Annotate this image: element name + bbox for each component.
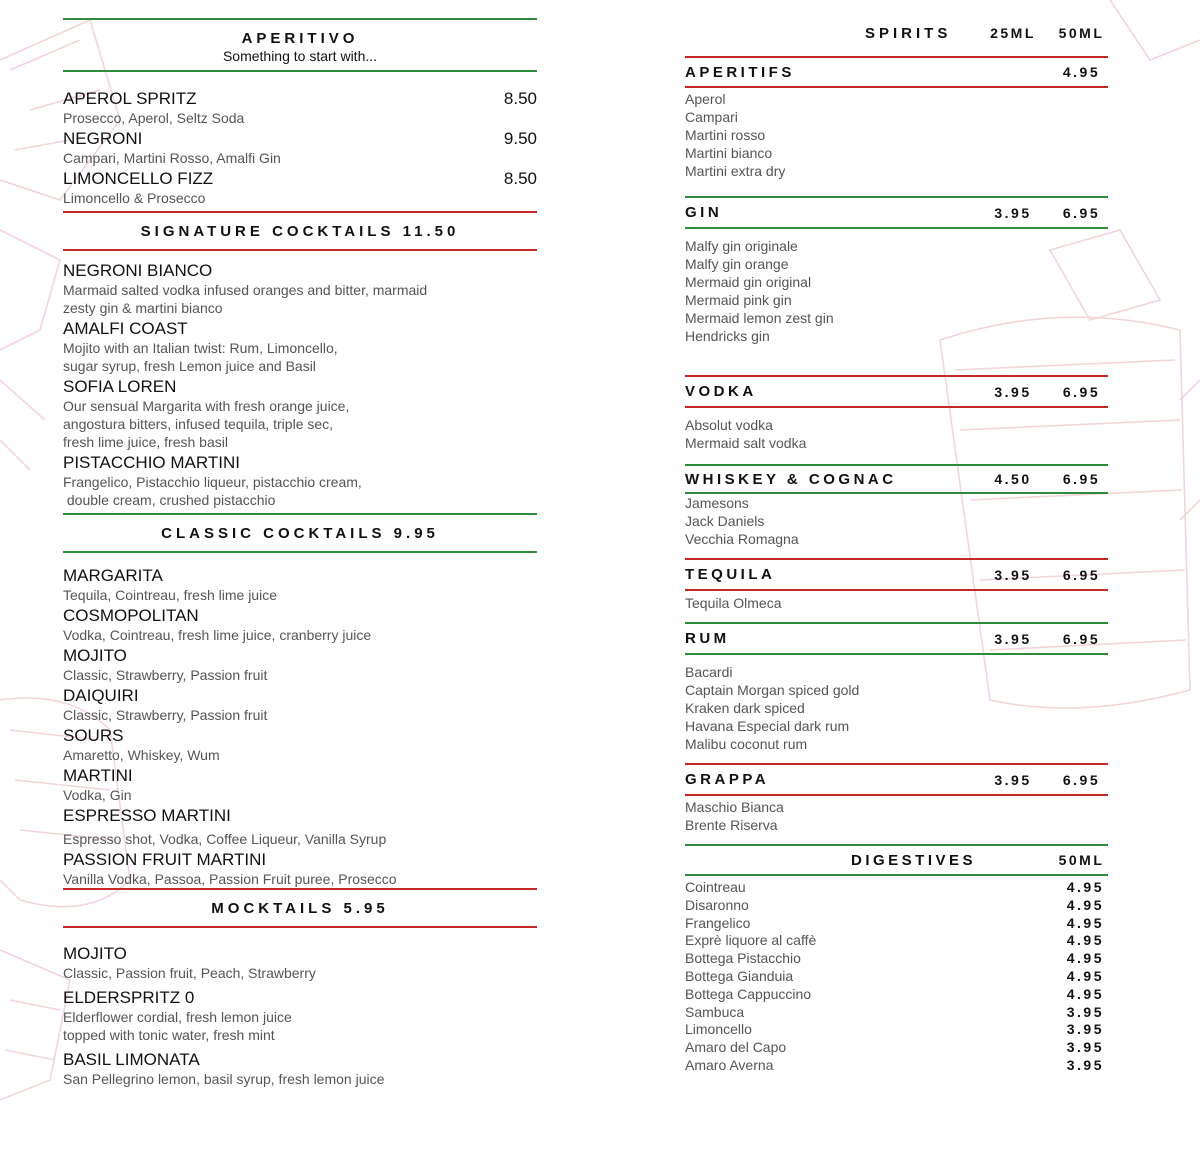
list-item: Mermaid salt vodka xyxy=(685,435,807,451)
item-description: Prosecco, Aperol, Seltz Soda xyxy=(63,110,245,126)
list-item: Mermaid gin original xyxy=(685,274,812,290)
column-header-50ml: 50ML xyxy=(1058,25,1105,41)
item-name: ELDERSPRITZ 0 xyxy=(63,988,195,1007)
category-header-whiskey xyxy=(685,466,1108,492)
category-title: TEQUILA xyxy=(685,566,776,583)
item-description: Espresso shot, Vodka, Coffee Liqueur, Vanilla Syrup xyxy=(63,831,387,847)
list-item: Captain Morgan spiced gold xyxy=(685,682,860,698)
category-price-50ml: 4.95 xyxy=(1062,64,1101,80)
list-item: Havana Especial dark rum xyxy=(685,718,850,734)
section-title-aperitivo: APERITIVO xyxy=(241,30,359,47)
list-item xyxy=(685,1057,1108,1075)
item-description: fresh lime juice, fresh basil xyxy=(63,434,228,450)
item-description: Tequila, Cointreau, fresh lime juice xyxy=(63,587,277,603)
list-item: Vecchia Romagna xyxy=(685,531,799,547)
item-name: SOFIA LOREN xyxy=(63,377,177,396)
list-item: Campari xyxy=(685,109,738,125)
list-item: Mermaid lemon zest gin xyxy=(685,310,834,326)
list-item: Jamesons xyxy=(685,495,749,511)
list-item: Malfy gin originale xyxy=(685,238,798,254)
category-header-rum xyxy=(685,624,1108,653)
item-name: Bottega Gianduia xyxy=(685,967,794,984)
list-item xyxy=(685,879,1108,897)
category-price-50ml: 6.95 xyxy=(1062,771,1101,788)
category-price-25ml: 3.95 xyxy=(994,566,1032,583)
item-name: Amaro del Capo xyxy=(685,1039,787,1056)
list-item: Malfy gin orange xyxy=(685,256,789,272)
item-name: Cointreau xyxy=(685,879,746,895)
item-description: Elderflower cordial, fresh lemon juice xyxy=(63,1009,292,1025)
item-name: Disaronno xyxy=(685,896,749,913)
menu-item xyxy=(63,944,537,988)
item-name: Bottega Cappuccino xyxy=(685,985,812,1002)
section-title-mocktails: MOCKTAILS 5.95 xyxy=(211,900,389,917)
item-name: Frangelico xyxy=(685,914,751,931)
category-header-tequila xyxy=(685,560,1108,589)
item-name: SOURS xyxy=(63,726,124,745)
list-item: Absolut vodka xyxy=(685,417,773,433)
item-name: MOJITO xyxy=(63,646,127,665)
list-item xyxy=(685,897,1108,915)
item-price: 9.50 xyxy=(503,129,537,148)
item-name: ESPRESSO MARTINI xyxy=(63,806,231,825)
list-item: Aperol xyxy=(685,91,726,107)
list-item: Tequila Olmeca xyxy=(685,595,782,611)
item-description: topped with tonic water, fresh mint xyxy=(63,1027,275,1043)
item-name: MOJITO xyxy=(63,944,127,963)
category-price-25ml: 4.50 xyxy=(994,471,1032,487)
menu-item xyxy=(63,766,537,806)
item-description: Classic, Strawberry, Passion fruit xyxy=(63,667,268,683)
item-name: MARTINI xyxy=(63,766,133,785)
item-price: 4.95 xyxy=(1066,950,1104,967)
digestives-header xyxy=(685,846,1108,874)
item-price: 4.95 xyxy=(1066,932,1104,949)
section-title-classic: CLASSIC COCKTAILS 9.95 xyxy=(161,525,439,542)
category-title: WHISKEY & COGNAC xyxy=(685,470,897,488)
item-name: Bottega Pistacchio xyxy=(685,950,801,967)
item-price: 8.50 xyxy=(503,169,537,188)
menu-item xyxy=(63,1050,537,1090)
item-price: 4.95 xyxy=(1066,985,1104,1002)
list-item: Martini rosso xyxy=(685,127,766,143)
spirits-title: SPIRITS xyxy=(865,24,952,42)
section-subtitle-aperitivo: Something to start with... xyxy=(222,48,378,64)
item-description: Limoncello & Prosecco xyxy=(63,190,206,206)
item-name: COSMOPOLITAN xyxy=(63,606,199,625)
item-description: Vanilla Vodka, Passoa, Passion Fruit puree, Prosecco xyxy=(63,871,397,887)
list-item xyxy=(685,950,1108,968)
category-price-50ml: 6.95 xyxy=(1062,471,1101,487)
menu-item xyxy=(63,646,537,686)
item-name: PISTACCHIO MARTINI xyxy=(63,453,240,472)
menu-item xyxy=(63,566,537,606)
spirits-column xyxy=(685,22,1108,1075)
item-name: MARGARITA xyxy=(63,566,163,585)
item-description: Campari, Martini Rosso, Amalfi Gin xyxy=(63,150,281,166)
list-item xyxy=(685,1004,1108,1022)
category-title: APERITIFS xyxy=(685,63,795,81)
item-description: Marmaid salted vodka infused oranges and bitter, marmaid xyxy=(63,282,428,298)
item-price: 3.95 xyxy=(1066,1021,1104,1038)
category-title: RUM xyxy=(685,630,730,647)
item-price: 4.95 xyxy=(1066,967,1104,984)
item-price: 3.95 xyxy=(1066,1056,1104,1073)
category-price-50ml: 6.95 xyxy=(1062,383,1101,400)
list-item: Martini bianco xyxy=(685,145,773,161)
item-price: 4.95 xyxy=(1066,879,1104,895)
menu-item xyxy=(63,726,537,766)
list-item: Martini extra dry xyxy=(685,163,786,179)
menu-item xyxy=(63,89,537,129)
list-item: Bacardi xyxy=(685,664,733,680)
item-name: DAIQUIRI xyxy=(63,686,139,705)
section-title-signature: SIGNATURE COCKTAILS 11.50 xyxy=(140,223,460,240)
item-name: BASIL LIMONATA xyxy=(63,1050,200,1069)
list-item: Mermaid pink gin xyxy=(685,292,792,308)
item-name: AMALFI COAST xyxy=(63,319,188,338)
spirits-header xyxy=(685,22,1108,44)
category-title: GRAPPA xyxy=(685,771,770,788)
category-price-50ml: 6.95 xyxy=(1062,566,1101,583)
item-price: 8.50 xyxy=(503,89,537,108)
category-price-25ml: 3.95 xyxy=(994,204,1032,221)
menu-item xyxy=(63,319,537,377)
list-item xyxy=(685,1039,1108,1057)
item-description: zesty gin & martini bianco xyxy=(63,300,223,316)
cocktail-column xyxy=(63,18,537,1090)
category-header-gin xyxy=(685,198,1108,227)
list-item xyxy=(685,915,1108,933)
item-name: APEROL SPRITZ xyxy=(63,89,197,108)
item-name: Amaro Averna xyxy=(685,1056,774,1073)
item-name: PASSION FRUIT MARTINI xyxy=(63,850,267,869)
category-title: VODKA xyxy=(685,383,757,400)
menu-item xyxy=(63,453,537,511)
item-name: Limoncello xyxy=(685,1021,752,1038)
category-header-vodka xyxy=(685,377,1108,406)
menu-item xyxy=(63,169,537,209)
column-header-50ml: 50ML xyxy=(1058,852,1105,868)
item-description: Frangelico, Pistacchio liqueur, pistacchio cream, xyxy=(63,474,362,490)
item-description: sugar syrup, fresh Lemon juice and Basil xyxy=(63,358,316,374)
item-description: double cream, crushed pistacchio xyxy=(63,492,276,508)
list-item: Hendricks gin xyxy=(685,328,770,344)
list-item xyxy=(685,1021,1108,1039)
menu-item xyxy=(63,377,537,453)
item-description: Classic, Passion fruit, Peach, Strawberry xyxy=(63,965,316,981)
menu-item xyxy=(63,606,537,646)
category-title: GIN xyxy=(685,204,723,221)
list-item: Jack Daniels xyxy=(685,513,765,529)
menu-item xyxy=(63,261,537,319)
item-description: Our sensual Margarita with fresh orange juice, xyxy=(63,398,350,414)
list-item: Malibu coconut rum xyxy=(685,736,808,752)
menu-item xyxy=(63,806,537,850)
column-header-25ml: 25ML xyxy=(990,25,1036,41)
item-name: NEGRONI xyxy=(63,129,143,148)
category-price-25ml: 3.95 xyxy=(994,630,1032,647)
item-price: 3.95 xyxy=(1066,1039,1104,1056)
item-price: 4.95 xyxy=(1066,914,1104,931)
list-item: Brente Riserva xyxy=(685,817,778,833)
item-description: San Pellegrino lemon, basil syrup, fresh lemon juice xyxy=(63,1071,385,1087)
list-item xyxy=(685,986,1108,1004)
list-item xyxy=(685,932,1108,950)
item-description: Classic, Strawberry, Passion fruit xyxy=(63,707,268,723)
category-price-50ml: 6.95 xyxy=(1062,630,1101,647)
digestives-title: DIGESTIVES xyxy=(851,851,977,869)
menu-item xyxy=(63,850,537,888)
item-name: Sambuca xyxy=(685,1003,745,1020)
item-description: Vodka, Cointreau, fresh lime juice, cranberry juice xyxy=(63,627,372,643)
item-name: LIMONCELLO FIZZ xyxy=(63,169,214,188)
item-description: Amaretto, Whiskey, Wum xyxy=(63,747,220,763)
category-price-25ml: 3.95 xyxy=(994,771,1032,788)
item-description: Vodka, Gin xyxy=(63,787,132,803)
category-price-50ml: 6.95 xyxy=(1062,204,1101,221)
item-price: 4.95 xyxy=(1066,896,1104,913)
category-header-aperitifs xyxy=(685,58,1108,86)
menu-item xyxy=(63,686,537,726)
item-price: 3.95 xyxy=(1066,1003,1104,1020)
item-name: Exprè liquore al caffè xyxy=(685,932,817,949)
item-description: angostura bitters, infused tequila, triple sec, xyxy=(63,416,334,432)
list-item xyxy=(685,968,1108,986)
menu-item xyxy=(63,129,537,169)
category-header-grappa xyxy=(685,765,1108,794)
menu-item xyxy=(63,988,537,1050)
category-price-25ml: 3.95 xyxy=(994,383,1032,400)
item-name: NEGRONI BIANCO xyxy=(63,261,213,280)
list-item: Maschio Bianca xyxy=(685,799,784,815)
item-description: Mojito with an Italian twist: Rum, Limoncello, xyxy=(63,340,338,356)
list-item: Kraken dark spiced xyxy=(685,700,805,716)
